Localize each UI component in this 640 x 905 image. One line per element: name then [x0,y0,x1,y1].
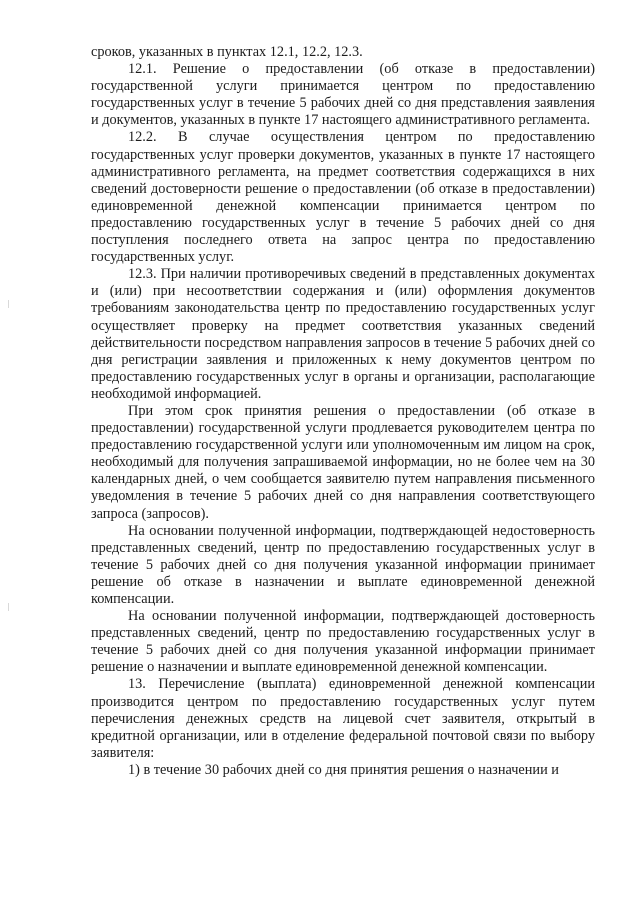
paragraph-approval-basis: На основании полученной информации, подтверждающей достоверность представленных сведений, центр по предоставлению государственных услуг в течение 5 рабочих дней со дня получения указанной информации принимает решение о назначении и выплате единовременной денежной компенсации. [91,608,595,676]
paragraph-refusal-basis: На основании полученной информации, подтверждающей недостоверность представленных сведений, центр по предоставлению государственных услуг в течение 5 рабочих дней со дня получения указанной информации принимает решение об отказе в назначении и выплате единовременной денежной компенсации. [91,522,595,607]
scan-edge-mark-left-bottom [8,603,9,611]
paragraph-continuation: сроков, указанных в пунктах 12.1, 12.2, 12.3. [91,44,363,60]
paragraph-13-item-1: 1) в течение 30 рабочих дней со дня принятия решения о назначении и [128,761,559,778]
paragraph-13: 13. Перечисление (выплата) единовременной денежной компенсации производится центром по предоставлению государственных услуг путем перечисления денежных средств на лицевой счет заявителя, открытый в кредитной организации, или в отделение федеральной почтовой связи по выбору заявителя: [91,676,595,761]
document-page [91,44,595,779]
scan-edge-mark-left-top [8,300,9,308]
paragraph-extension: При этом срок принятия решения о предоставлении (об отказе в предоставлении) государственной услуги продлевается руководителем центра по предоставлению государственной услуги или уполномоченным им лицом на срок, необходимый для получения запрашиваемой информации, но не более чем на 30 календарных дней, о чем сообщается заявителю путем направления письменного уведомления в течение 5 рабочих дней со дня направления соответствующего запроса (запросов). [91,402,595,522]
paragraph-12-2: 12.2. В случае осуществления центром по предоставлению государственных услуг проверки документов, указанных в пункте 17 настоящего административного регламента, на предмет соответствия содержащихся в них сведений достоверности решение о предоставлении (об отказе в предоставлении) единовременной денежной компенсации принимается центром по предоставлению государственных услуг в течение 5 рабочих дней со дня поступления последнего ответа на запрос центра по предоставлению государственных услуг. [91,129,595,266]
paragraph-12-1: 12.1. Решение о предоставлении (об отказе в предоставлении) государственной услуги принимается центром по предоставлению государственных услуг в течение 5 рабочих дней со дня представления заявления и документов, указанных в пункте 17 настоящего административного регламента. [91,61,595,129]
paragraph-12-3: 12.3. При наличии противоречивых сведений в представленных документах и (или) при несоответствии содержания и (или) оформления документов требованиям законодательства центр по предоставлению государственных услуг осуществляет проверку на предмет соответствия указанных сведений действительности посредством направления запросов в течение 5 рабочих дней со дня регистрации заявления и приложенных к нему документов центром по предоставлению государственных услуг в органы и организации, располагающие необходимой информацией. [91,266,595,402]
